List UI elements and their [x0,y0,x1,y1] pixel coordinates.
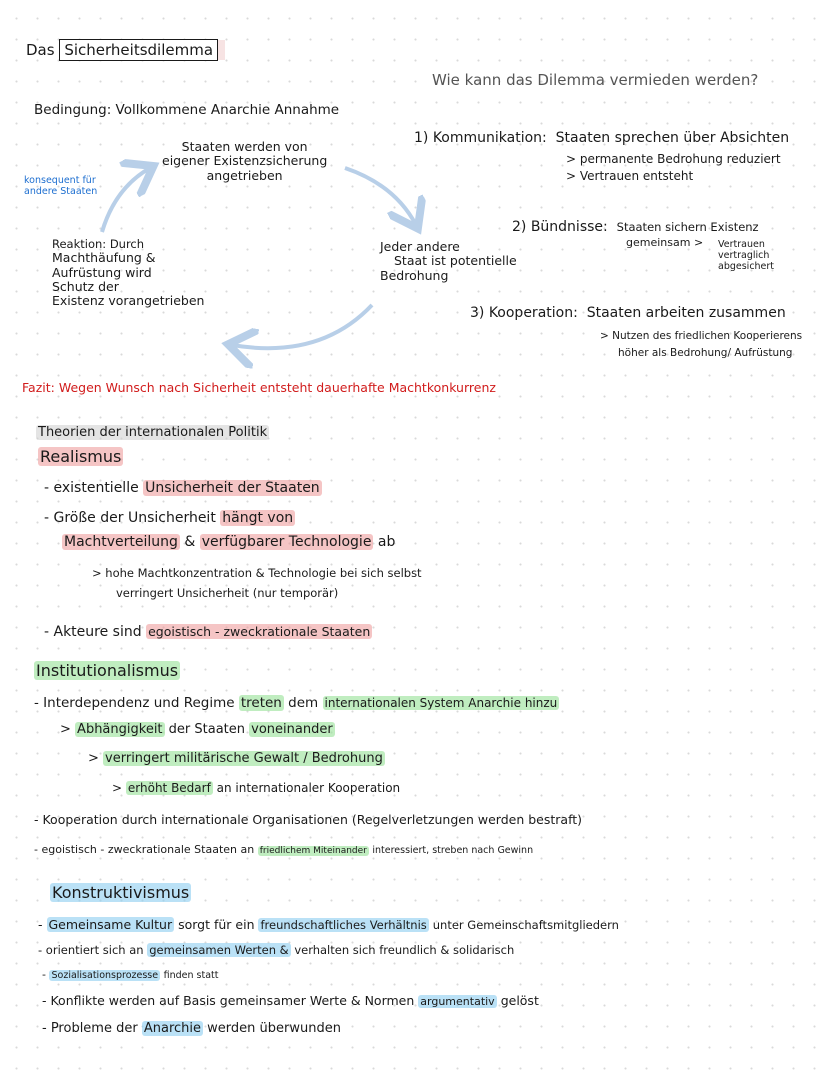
title-prefix: Das [26,41,55,59]
realismus-bullet-2a: - Größe der Unsicherheit hängt von [44,510,294,526]
realismus-title: Realismus [40,447,122,466]
inst-bullet-3: - egoistisch - zweckrationale Staaten an friedlichem Miteinander interessiert, streben nach Gewinn [34,843,534,856]
arrow-top-to-right [345,168,416,225]
inst-bullet-2: - Kooperation durch internationale Organisationen (Regelverletzungen werden bestraft) [34,812,583,827]
solution-3-sub1: > Nutzen des friedlichen Kooperierens [600,330,803,342]
solution-2-text2: gemeinsam > [626,236,704,249]
cycle-top: Staaten werden von eigener Existenzsicherung angetrieben [162,139,328,183]
konst-bullet-3: - Sozialisationsprozesse finden statt [42,968,219,981]
realismus-sub-1: > hohe Machtkonzentration & Technologie bei sich selbst [92,566,422,580]
realismus-sub-2: verringert Unsicherheit (nur temporär) [116,586,339,600]
question-heading: Wie kann das Dilemma vermieden werden? [432,71,759,89]
konst-bullet-1: - Gemeinsame Kultur sorgt für ein freundschaftliches Verhältnis unter Gemeinschaftsmitgliedern [38,917,619,932]
realismus-bullet-1: - existentielle Unsicherheit der Staaten [44,480,320,496]
side-note: konsequent für andere Staaten [24,175,98,197]
solution-1: 1) Kommunikation: Staaten sprechen über Absichten [414,130,790,146]
inst-bullet-1: - Interdependenz und Regime treten dem internationalen System Anarchie hinzu [34,695,558,711]
solution-2-sub: Vertrauen vertraglich abgesichert [718,239,775,272]
realismus-bullet-2b: Machtverteilung & verfügbarer Technologie ab [64,534,396,550]
cycle-left: Reaktion: Durch Machthäufung & Aufrüstung wird Schutz der Existenz vorangetrieben [52,237,205,309]
institutionalismus-title: Institutionalismus [36,661,179,680]
page-title [26,42,218,59]
realismus-bullet-3: - Akteure sind egoistisch - zweckrationale Staaten [44,624,371,640]
solution-3: 3) Kooperation: Staaten arbeiten zusammen [470,305,786,321]
solution-1-sub1: > permanente Bedrohung reduziert [566,152,781,166]
solution-2: 2) Bündnisse: Staaten sichern Existenz [512,219,759,235]
konst-bullet-5: - Probleme der Anarchie werden überwunden [42,1021,341,1036]
arrow-left-to-top [102,168,150,232]
arrow-right-to-left [232,305,372,348]
fazit: Fazit: Wegen Wunsch nach Sicherheit entsteht dauerhafte Machtkonkurrenz [22,380,496,395]
inst-sub-1: > Abhängigkeit der Staaten voneinander [60,722,333,737]
konst-bullet-2: - orientiert sich an gemeinsamen Werten & verhalten sich freundlich & solidarisch [38,943,515,957]
konstruktivismus-title: Konstruktivismus [52,883,190,902]
theories-heading: Theorien der internationalen Politik [38,425,268,440]
title-boxed: Sicherheitsdilemma [59,39,218,61]
konst-bullet-4: - Konflikte werden auf Basis gemeinsamer Werte & Normen argumentativ gelöst [42,993,539,1008]
inst-sub-3: > erhöht Bedarf an internationaler Kooperation [112,781,401,795]
cycle-right: Jeder andere Staat ist potentielle Bedrohung [380,239,517,283]
inst-sub-2: > verringert militärische Gewalt / Bedrohung [88,751,383,766]
solution-1-sub2: > Vertrauen entsteht [566,169,694,183]
solution-3-sub2: höher als Bedrohung/ Aufrüstung [618,347,793,359]
condition-line: Bedingung: Vollkommene Anarchie Annahme [34,102,340,118]
